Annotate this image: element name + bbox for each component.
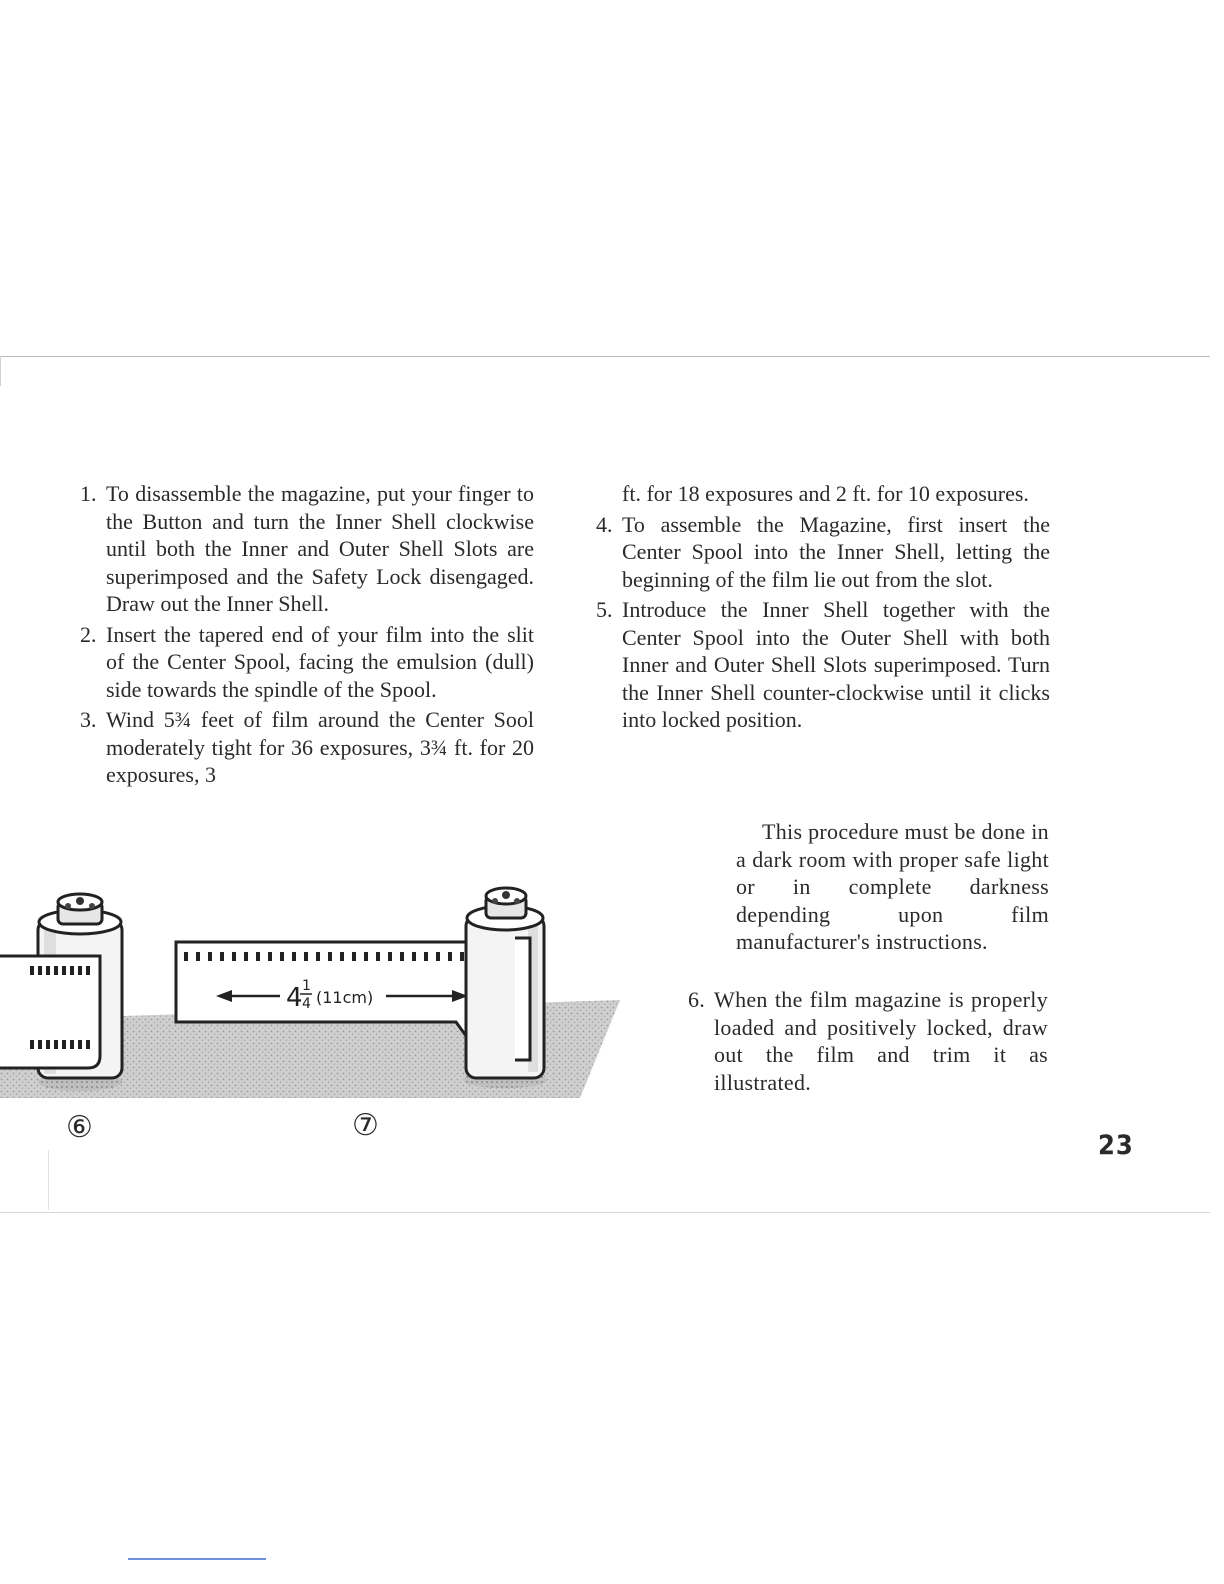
left-margin-mark [48,1150,49,1210]
page-number: 23 [1098,1130,1134,1161]
step-number: 4. [596,511,613,537]
step-number: 6. [688,987,706,1012]
step-text: When the film magazine is properly loaded and positively locked, draw out the film and trim it as illustrated. [714,987,1048,1095]
measure-denominator: 4 [302,996,311,1012]
step-text: Insert the tapered end of your film into the slit of the Center Spool, facing the emulsion (dull) side towards the spindle of the Spool. [106,621,534,702]
step-6-block [688,986,1048,1096]
measure-numerator: 1 [302,978,311,994]
figure-label-7: ⑦ [352,1108,379,1143]
cartridge-6 [0,894,122,1078]
step-text: To disassemble the magazine, put your finger to the Button and turn the Inner Shell clockwise until both the Inner and Outer Shell Slots are superimposed and the Safety Lock disengaged. Draw out the Inner Shell. [106,481,534,616]
step-6 [688,986,1048,1096]
figure-label-6: ⑥ [66,1110,93,1145]
step-2 [80,621,534,704]
step-number: 5. [596,597,613,622]
top-rule [0,356,1210,357]
step-number: 1. [80,481,97,506]
step-number: 3. [80,707,97,732]
left-column [80,480,534,789]
measure-unit: (11cm) [316,988,374,1007]
step-1 [80,480,534,618]
step-text: To assemble the Magazine, first insert the Center Spool into the Inner Shell, letting the beginning of the film lie out from the slot. [622,511,1050,592]
step-5 [596,596,1050,734]
step-4 [596,511,1050,594]
right-column [596,480,1050,734]
cartridge-7 [463,888,547,1088]
footer-link-underline [128,1558,266,1560]
bottom-rule [0,1212,1210,1213]
step-number: 2. [80,621,97,647]
measure-whole: 4 [286,983,303,1013]
step-text: Wind 5¾ feet of film around the Center Sool moderately tight for 36 exposures, 3¾ ft. for 20 exposures, 3 [106,707,534,787]
darkroom-note: This procedure must be done in a dark room with proper safe light or in complete darkness depending upon film manufacturer's instructions. [736,819,1049,954]
step-text: Introduce the Inner Shell together with the Center Spool into the Outer Shell with both Inner and Outer Shell Slots superimposed. Turn the Inner Shell counter-clockwise until it clicks into locked position. [622,597,1050,732]
step-3-continuation [596,480,1050,508]
film-trimming-illustration [0,880,620,1105]
left-page-edge [0,356,1,386]
step-3 [80,706,534,789]
continuation-text: ft. for 18 exposures and 2 ft. for 10 exposures. [622,481,1029,506]
